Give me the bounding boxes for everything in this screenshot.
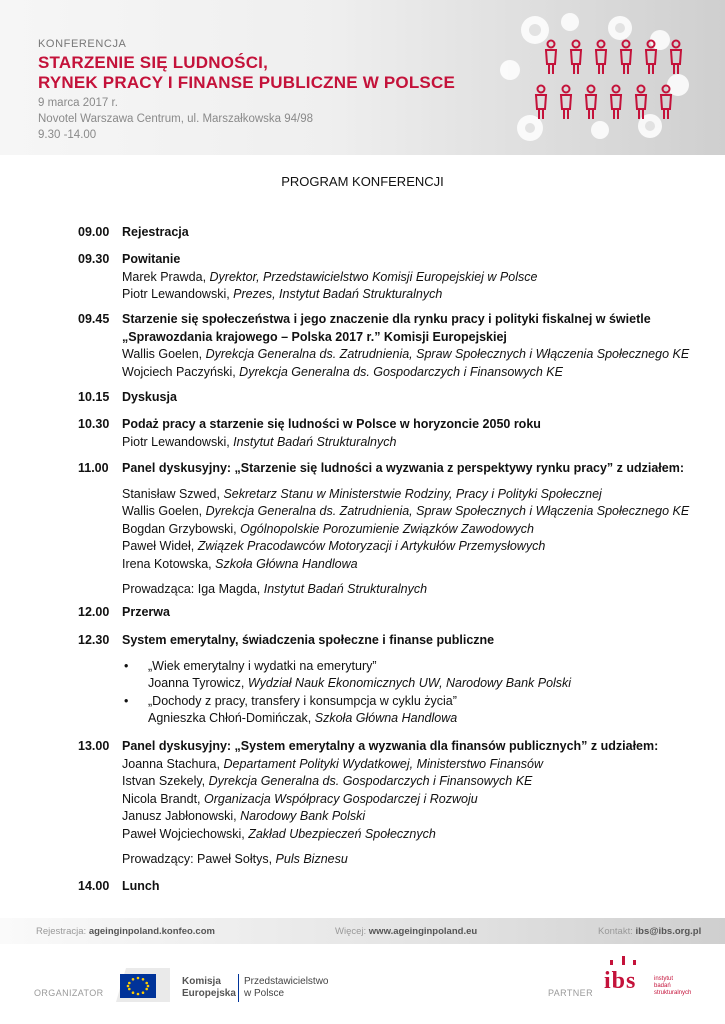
agenda-time: 12.30 — [78, 633, 110, 647]
moderator-line: Prowadzący: Paweł Sołtys, Puls Biznesu — [122, 852, 348, 866]
agenda-title: Panel dyskusyjny: „Starzenie się ludności a wyzwania z perspektywy rynku pracy” z udziałem: — [122, 461, 685, 475]
talk-speaker: Joanna Tyrowicz, Wydział Nauk Ekonomicznych UW, Narodowy Bank Polski — [148, 676, 572, 690]
panelist-line: Paweł Wojciechowski, Zakład Ubezpieczeń Społecznych — [122, 826, 436, 841]
panelist-line: Wallis Goelen, Dyrekcja Generalna ds. Zatrudnienia, Spraw Społecznych i Włączenia Społecznego KE — [122, 504, 690, 518]
ec-divider — [238, 974, 239, 1002]
ibs-small-line3: strukturalnych — [654, 990, 692, 996]
panelist-line: Joanna Stachura, Departament Polityki Wydatkowej, Ministerstwo Finansów — [122, 756, 544, 771]
ec-name-line2: Europejska — [182, 988, 236, 999]
agenda-time: 09.30 — [78, 252, 110, 266]
header-banner — [0, 0, 725, 155]
conference-date: 9 marca 2017 r. — [38, 97, 118, 109]
registration-link[interactable]: Rejestracja: ageinginpoland.konfeo.com — [36, 926, 215, 937]
speaker-line: Piotr Lewandowski, Instytut Badań Strukturalnych — [122, 434, 397, 449]
footer-bar — [0, 918, 725, 944]
agenda-title: Starzenie się społeczeństwa i jego znaczenie dla rynku pracy i polityki fiskalnej w świetle — [122, 312, 651, 326]
ibs-small-line2: badań — [654, 983, 671, 989]
conference-hours: 9.30 -14.00 — [38, 129, 97, 141]
program-title: PROGRAM KONFERENCJI — [281, 174, 444, 189]
talk-title: „Wiek emerytalny i wydatki na emerytury” — [148, 658, 377, 673]
panelist-line: Istvan Szekely, Dyrekcja Generalna ds. Gospodarczych i Finansowych KE — [122, 774, 533, 788]
agenda-time: 11.00 — [78, 461, 109, 475]
moderator-line: Prowadząca: Iga Magda, Instytut Badań Strukturalnych — [122, 582, 428, 596]
agenda-title: Lunch — [122, 879, 160, 893]
agenda-item — [78, 632, 698, 728]
agenda-time: 13.00 — [78, 739, 110, 753]
agenda-item — [78, 738, 698, 869]
conference-kicker: KONFERENCJA — [38, 38, 127, 50]
ec-name-line1: Komisja — [182, 976, 221, 987]
agenda-title: Przerwa — [122, 605, 170, 619]
website-link[interactable]: Więcej: www.ageinginpoland.eu — [335, 926, 478, 937]
panelist-line: Bogdan Grzybowski, Ogólnopolskie Porozumienie Związków Zawodowych — [122, 521, 534, 536]
panelist-line: Irena Kotowska, Szkoła Główna Handlowa — [122, 556, 358, 571]
ibs-wordmark: ibs — [604, 968, 637, 994]
agenda-item — [78, 604, 698, 622]
organizer-label: ORGANIZATOR — [34, 988, 104, 998]
ec-rep-line1: Przedstawicielstwo — [244, 976, 329, 987]
panelist-line: Paweł Wideł, Związek Pracodawców Motoryzacji i Artykułów Przemysłowych — [122, 539, 546, 553]
conference-venue: Novotel Warszawa Centrum, ul. Marszałkowska 94/98 — [38, 113, 314, 125]
speaker-line: Wallis Goelen, Dyrekcja Generalna ds. Zatrudnienia, Spraw Społecznych i Włączenia Społecznego KE — [122, 347, 690, 361]
eu-flag-icon — [112, 962, 174, 1007]
ec-rep-line2: w Polsce — [244, 988, 285, 999]
agenda-time: 14.00 — [78, 879, 110, 893]
agenda-time: 09.00 — [78, 225, 110, 239]
agenda-item — [78, 878, 698, 896]
talk-speaker: Agnieszka Chłoń-Domińczak, Szkoła Główna Handlowa — [148, 711, 458, 725]
agenda-title: Dyskusja — [122, 390, 177, 404]
agenda-item — [78, 416, 698, 451]
talk-item — [122, 658, 698, 693]
conference-title-line2: RYNEK PRACY I FINANSE PUBLICZNE W POLSCE — [38, 73, 455, 92]
bullet-icon: • — [124, 693, 129, 708]
contact-email-link[interactable]: Kontakt: ibs@ibs.org.pl — [598, 926, 702, 937]
talk-title: „Dochody z pracy, transfery i konsumpcja w cyklu życia” — [148, 693, 457, 708]
speaker-line: Wojciech Paczyński, Dyrekcja Generalna ds. Gospodarczych i Finansowych KE — [122, 364, 563, 379]
agenda-title: Powitanie — [122, 252, 181, 266]
gears-people-illustration — [490, 10, 695, 145]
agenda-item — [78, 224, 698, 242]
agenda-title: Rejestracja — [122, 225, 189, 239]
panelist-line: Nicola Brandt, Organizacja Współpracy Gospodarczej i Rozwoju — [122, 791, 478, 806]
panelist-line: Stanisław Szwed, Sekretarz Stanu w Ministerstwie Rodziny, Pracy i Polityki Społecznej — [122, 486, 602, 501]
partner-label: PARTNER — [548, 988, 593, 998]
talk-item — [122, 693, 698, 728]
agenda-time: 10.30 — [78, 417, 110, 431]
agenda-time: 09.45 — [78, 312, 110, 326]
european-commission-logo — [112, 962, 332, 1007]
agenda-title: „Sprawozdania krajowego – Polska 2017 r.” Komisji Europejskiej — [122, 329, 507, 344]
panelist-line: Janusz Jabłonowski, Narodowy Bank Polski — [122, 809, 366, 823]
ibs-small-line1: instytut — [654, 976, 674, 982]
agenda-title: System emerytalny, świadczenia społeczne i finanse publiczne — [122, 633, 495, 647]
speaker-line: Marek Prawda, Dyrektor, Przedstawicielstwo Komisji Europejskiej w Polsce — [122, 269, 538, 284]
agenda-item — [78, 389, 698, 407]
agenda-time: 12.00 — [78, 605, 110, 619]
ibs-logo — [604, 956, 694, 1006]
agenda-title: Panel dyskusyjny: „System emerytalny a wyzwania dla finansów publicznych” z udziałem: — [122, 739, 659, 753]
agenda-time: 10.15 — [78, 390, 110, 404]
agenda-item — [78, 251, 698, 304]
conference-title-line1: STARZENIE SIĘ LUDNOŚCI, — [38, 53, 269, 72]
agenda-title: Podaż pracy a starzenie się ludności w Polsce w horyzoncie 2050 roku — [122, 417, 541, 431]
agenda-item — [78, 311, 698, 381]
agenda-item — [78, 460, 698, 599]
bullet-icon: • — [124, 658, 129, 673]
speaker-line: Piotr Lewandowski, Prezes, Instytut Badań Strukturalnych — [122, 287, 443, 301]
